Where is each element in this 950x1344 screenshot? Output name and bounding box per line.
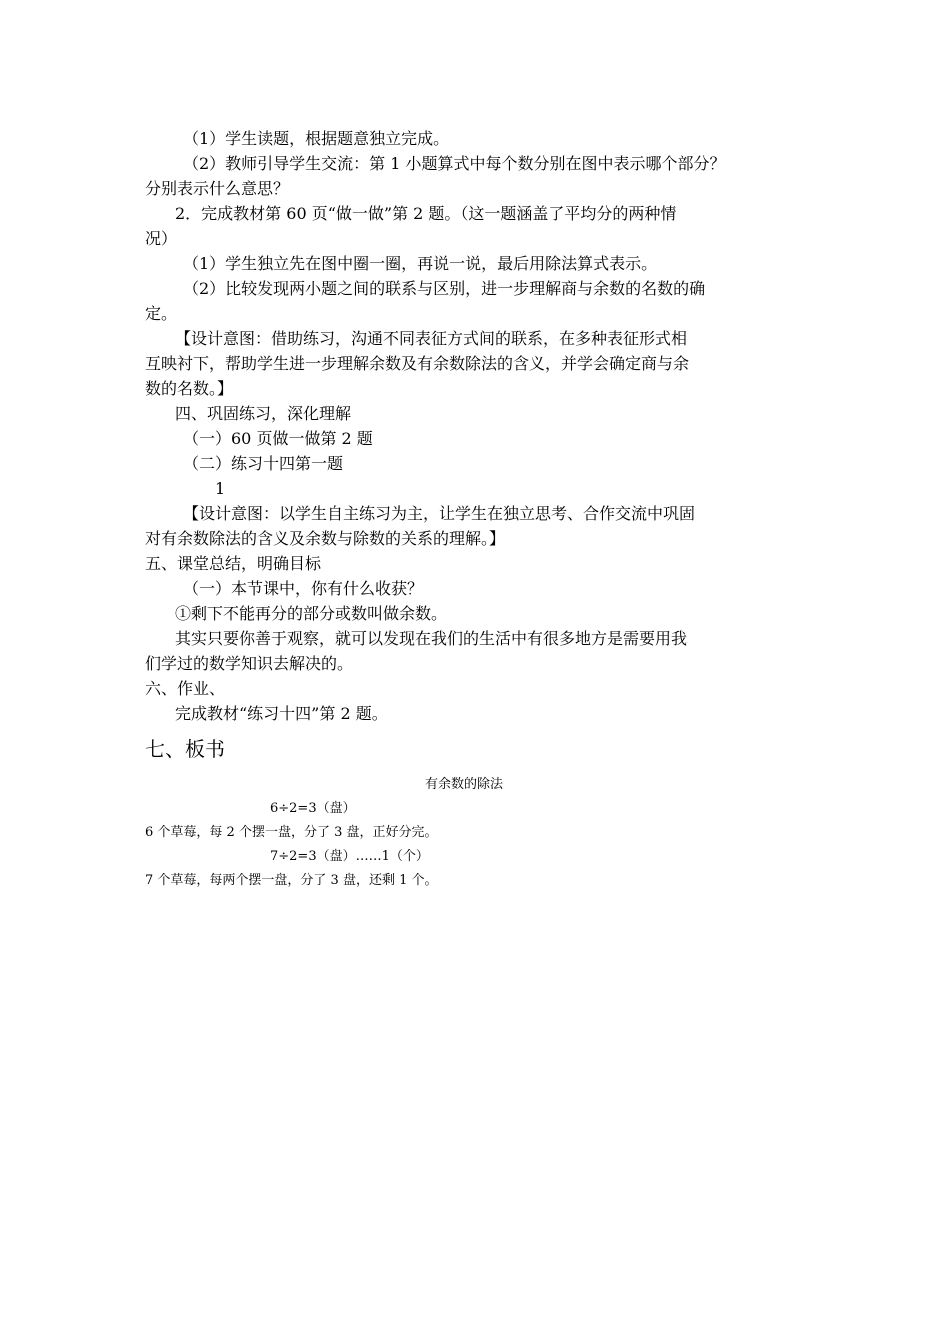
paragraph-line: （二）练习十四第一题 <box>183 454 344 473</box>
board-equation: 7÷2=3（盘）……1（个） <box>270 849 429 864</box>
section-heading: 六、作业、 <box>145 679 226 698</box>
board-equation: 6÷2=3（盘） <box>270 801 356 816</box>
board-description: 6 个草莓，每 2 个摆一盘，分了 3 盘，正好分完。 <box>145 825 438 840</box>
paragraph-line: （2）比较发现两小题之间的联系与区别，进一步理解商与余数的名数的确 <box>183 279 706 298</box>
paragraph-line: 其实只要你善于观察，就可以发现在我们的生活中有很多地方是需要用我 <box>175 629 688 648</box>
section-heading: 四、巩固练习，深化理解 <box>175 404 352 423</box>
paragraph-line: 定。 <box>145 304 178 323</box>
paragraph-line: 2．完成教材第 60 页“做一做”第 2 题。（这一题涵盖了平均分的两种情 <box>175 204 677 223</box>
board-description: 7 个草莓，每两个摆一盘，分了 3 盘，还剩 1 个。 <box>145 873 438 888</box>
section-heading: 五、课堂总结，明确目标 <box>145 554 322 573</box>
board-title: 有余数的除法 <box>425 777 504 792</box>
paragraph-line: （2）教师引导学生交流：第 1 小题算式中每个数分别在图中表示哪个部分？ <box>183 154 726 173</box>
design-intent-line: 对有余数除法的含义及余数与除数的关系的理解。】 <box>145 529 506 548</box>
paragraph-line: （一）60 页做一做第 2 题 <box>183 429 373 448</box>
paragraph-line: 1 <box>215 479 226 498</box>
design-intent-line: 数的名数。】 <box>145 379 234 398</box>
paragraph-line: 们学过的数学知识去解决的。 <box>145 654 354 673</box>
design-intent-line: 互映衬下，帮助学生进一步理解余数及有余数除法的含义，并学会确定商与余 <box>145 354 690 373</box>
design-intent-line: 【设计意图：以学生自主练习为主，让学生在独立思考、合作交流中巩固 <box>183 504 696 523</box>
paragraph-line: 完成教材“练习十四”第 2 题。 <box>175 704 388 723</box>
design-intent-line: 【设计意图：借助练习，沟通不同表征方式间的联系，在多种表征形式相 <box>175 329 688 348</box>
paragraph-line: 分别表示什么意思？ <box>145 179 290 198</box>
paragraph-line: （1）学生独立先在图中圈一圈，再说一说，最后用除法算式表示。 <box>183 254 658 273</box>
paragraph-line: 况） <box>145 229 178 248</box>
paragraph-line: ①剩下不能再分的部分或数叫做余数。 <box>175 604 448 623</box>
paragraph-line: （一）本节课中，你有什么收获？ <box>183 579 424 598</box>
paragraph-line: （1）学生读题，根据题意独立完成。 <box>183 129 450 148</box>
board-heading: 七、板书 <box>145 737 225 761</box>
